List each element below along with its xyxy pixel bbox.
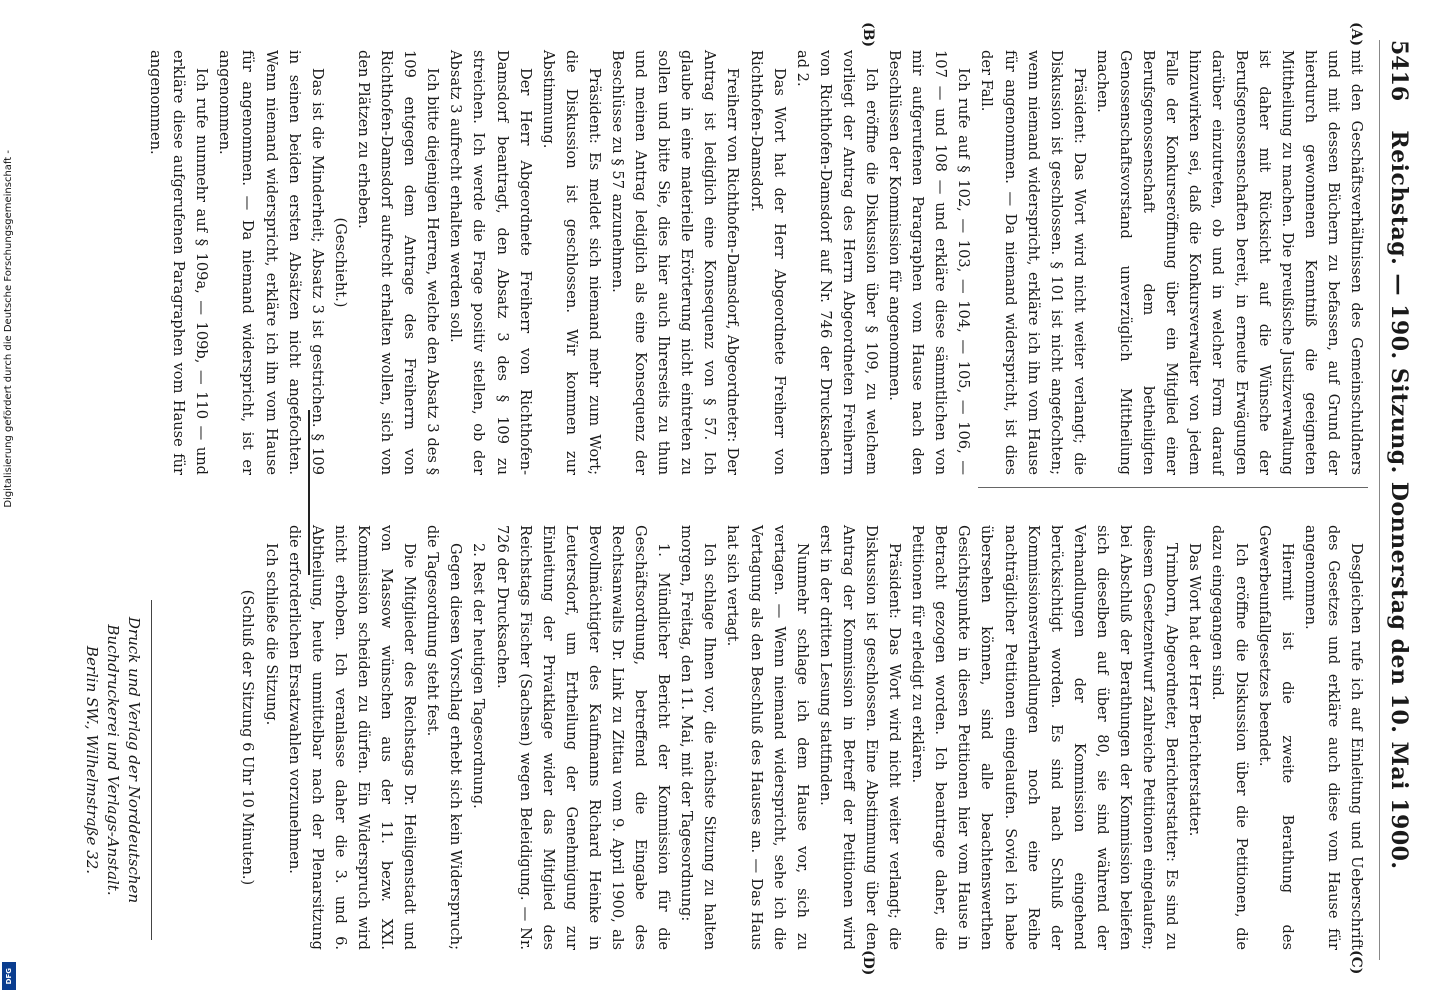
right-column-paragraph: Ich eröffne die Diskussion über die Petitionen, die dazu eingegangen sind.: [1209, 525, 1250, 950]
running-title: Reichstag. — 190. Sitzung. Donnerstag den 10. Mai 1900.: [1386, 130, 1412, 870]
right-column-paragraph: Nunmehr schlage ich dem Hause vor, sich zu vertagen. — Wenn niemand widerspricht, sehe ich die Vertagung als den Beschluß des Hauses an. — Das Haus hat sich vertagt.: [724, 525, 811, 950]
left-column-paragraph: Ich eröffne die Diskussion über § 109, zu welchem vorliegt der Antrag des Herrn Abgeordneten Freiherrn von Richthofen-Damsdorf auf Nr. 746 der Drucksachen ad 2.: [793, 50, 881, 475]
right-text-column: [236, 525, 1368, 950]
left-column-paragraph: Das Wort hat der Herr Abgeordnete Freiherr von Richthofen-Damsdorf.: [747, 50, 788, 475]
right-column-paragraph: 2. Rest der heutigen Tagesordnung.: [470, 543, 488, 809]
right-column-paragraph: Präsident: Das Wort wird nicht weiter verlangt; die Diskussion ist geschlossen. Eine Abstimmung über den Antrag der Kommission in Betreff der Petitionen wird erst in der dritten Lesung stattfinden.: [816, 525, 904, 950]
left-column-paragraph: Präsident: Es meldet sich niemand mehr zum Wort; die Diskussion ist geschlossen. Wir kommen zur Abstimmung.: [539, 50, 603, 475]
right-column-paragraph: Ich schließe die Sitzung.: [262, 543, 280, 726]
right-column-paragraph: Das Wort hat der Herr Berichterstatter.: [1186, 543, 1204, 837]
printer-imprint: [81, 560, 144, 960]
digitization-note: Digitalisierung gefördert durch die Deutsche Forschungsgemeinschaft -: [3, 150, 14, 508]
left-column-paragraph: Ich rufe nunmehr auf § 109a, — 109b, — 110 — und erkläre diese aufgerufenen Paragraphen vom Hause für angenommen.: [147, 50, 211, 475]
left-column-paragraph: Das ist die Minderheit; Absatz 3 ist gestrichen. § 109 in seinen beiden ersten Absätzen nicht angefochten. Wenn niemand widerspricht, erkläre ich ihn vom Hause für angenommen. — Da niemand widerspricht, ist er angenommen.: [216, 50, 326, 475]
left-text-column: [144, 50, 1368, 475]
imprint-rule: [151, 600, 152, 940]
page-number: 5416: [1386, 40, 1412, 102]
right-column-paragraph: Gegen diesen Vorschlag erhebt sich kein Widerspruch; die Tagesordnung steht fest.: [424, 525, 465, 950]
right-column-paragraph: Trimborn, Abgeordneter, Berichterstatter: Es sind zu diesem Gesetzentwurf zahlreiche Petitionen eingelaufen; bei Abschluß der Berathungen der Kommission beliefen sich dieselben auf über 80, sie sind während der Verhandlungen der Kommission eingehend berücksichtigt worden. Es sind nach Schluß der Kommissionsverhandlungen noch eine Reihe nachträglicher Petitionen eingelaufen. Soviel ich habe übersehen können, sind alle beachtenswerthen Gesichtspunkte in diesen Petitionen hier vom Hause in Betracht gezogen worden. Ich beantrage daher, die Petitionen für erledigt zu erklären.: [909, 525, 1181, 950]
right-column-paragraph: Hiermit ist die zweite Berathung des Gewerbeunfallgesetzes beendet.: [1255, 525, 1296, 950]
printer-line-1: Druck und Verlag der Norddeutschen Buchdruckerei und Verlags-Anstalt.: [104, 616, 143, 904]
left-column-paragraph: Ich bitte diejenigen Herren, welche den Absatz 3 des § 109 entgegen dem Antrage des Freiherrn von Richthofen-Damsdorf aufrecht erhalten wollen, sich von den Plätzen zu erheben.: [354, 50, 442, 475]
page-header: [1379, 40, 1414, 960]
printer-line-2: Berlin SW., Wilhelmstraße 32.: [83, 645, 101, 875]
dfg-logo: [2, 962, 16, 990]
margin-marker-b: (B): [860, 22, 876, 48]
right-column-paragraph: Die Mitglieder des Reichstags Dr. Heiligenstadt und von Massow wünschen aus der 11. bezw. XXI. Kommission scheiden zu dürfen. Ein Widerspruch wird nicht erhoben. Ich veranlasse daher die 3. und 6. Abtheilung, heute unmittelbar nach der Plenarsitzung die erforderlichen Ersatzwahlen vorzunehmen.: [285, 525, 419, 950]
dfg-logo-text: DFG: [5, 967, 13, 985]
left-column-paragraph: Der Herr Abgeordnete Freiherr von Richthofen-Damsdorf beantragt, den Absatz 3 des § 109 zu streichen. Ich werde die Frage positiv stellen, ob der Absatz 3 aufrecht erhalten werden soll.: [447, 50, 534, 475]
margin-marker-c: (C): [1348, 950, 1364, 975]
right-column-paragraph: Ich schlage Ihnen vor, die nächste Sitzung zu halten morgen, Freitag, den 11. Mai, mit der Tagesordnung:: [678, 525, 719, 950]
left-column-paragraph: Ich rufe auf § 102, — 103, — 104, — 105, — 106, — 107 — und 108 — und erkläre diese sämmtlichen von mir aufgerufenen Paragraphen vom Hause nach den Beschlüssen der Kommission für angenommen.: [886, 50, 973, 475]
right-column-paragraph: Desgleichen rufe ich auf Einleitung und Ueberschrift des Gesetzes und erkläre auch diese vom Hause für angenommen.: [1301, 525, 1365, 950]
section-rule: [308, 410, 310, 575]
margin-marker-d: (D): [860, 950, 876, 976]
left-column-paragraph: Präsident: Das Wort wird nicht weiter verlangt; die Diskussion ist geschlossen. § 101 ist nicht angefochten; wenn niemand widerspricht, erkläre ich ihn vom Hause für angenommen. — Da niemand widerspricht, ist dies der Fall.: [978, 50, 1088, 475]
left-column-paragraph: mit den Geschäftsverhältnissen des Gemeinschuldners und mit dessen Büchern zu befassen, auf Grund der hierdurch gewonnenen Kenntniß die geeigneten Mittheilung zu machen. Die preußische Justizverwaltung ist daher mit Rücksicht auf die Wünsche der Berufsgenossenschaften bereit, in erneute Erwägungen darüber einzutreten, ob und in welcher Form darauf hinzuwirken sei, daß die Konkursverwalter von jedem Falle der Konkurseröffnung über ein Mitglied einer Berufsgenossenschaft dem betheiligten Genossenschaftsvorstand unverzüglich Mittheilung machen.: [1093, 50, 1365, 475]
right-column-paragraph: 1. Mündlicher Bericht der Kommission für die Geschäftsordnung, betreffend die Eingabe des Rechtsanwalts Dr. Link zu Zittau vom 9. April 1900, als Bevollmächtigter des Kaufmanns Richard Heinke in Leutersdorf, um Ertheilung der Genehmigung zur Einleitung der Privatklage wider das Mitglied des Reichstags Fischer (Sachsen) wegen Beleidigung. — Nr. 726 der Drucksachen.: [493, 525, 673, 950]
column-divider: [978, 487, 1368, 488]
left-column-paragraph: (Geschieht.): [331, 217, 349, 308]
left-column-paragraph: Freiherr von Richthofen-Damsdorf, Abgeordneter: Der Antrag ist lediglich eine Konsequenz von § 57. Ich glaube in eine materielle Erörterung nicht eintreten zu sollen und bitte Sie, dies hier auch Ihrerseits zu thun und meinen Antrag lediglich als eine Konsequenz der Beschlüsse zu § 57 anzunehmen.: [609, 50, 742, 475]
right-column-paragraph: (Schluß der Sitzung 6 Uhr 10 Minuten.): [239, 589, 257, 886]
margin-marker-a: (A): [1348, 22, 1364, 47]
